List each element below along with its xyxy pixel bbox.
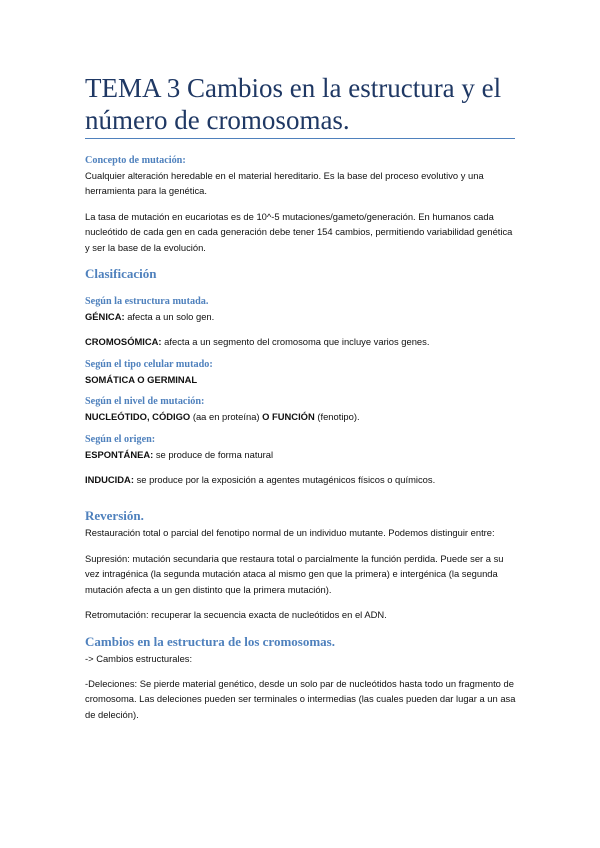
reversion-heading: Reversión. (85, 508, 144, 524)
inducida-line (85, 472, 517, 487)
genica-label: GÉNICA: (85, 311, 125, 323)
inducida-text: se produce por la exposición a agentes mutagénicos físicos o químicos. (133, 474, 436, 486)
nivel-c: O FUNCIÓN (262, 411, 315, 423)
espontanea-label: ESPONTÁNEA: (85, 448, 154, 460)
nivel-d: (fenotipo). (314, 411, 360, 423)
cambios-paragraph-2: -Deleciones: Se pierde material genético, desde un solo par de nucleótidos hasta todo un fragmento de cromosoma. Las deleciones pueden ser terminales o intermedias (las cuales pueden dar lugar a un asa de deleción). (85, 677, 516, 720)
estructura-heading: Según la estructura mutada. (85, 296, 209, 308)
nivel-a: NUCLEÓTIDO, CÓDIGO (85, 411, 191, 423)
reversion-paragraph-1: Restauración total o parcial del fenotipo normal de un individuo mutante. Podemos distinguir entre: (85, 527, 495, 539)
clasificacion-heading: Clasificación (85, 266, 157, 282)
tipo-text: SOMÁTICA O GERMINAL (85, 373, 198, 385)
cromosomica-line (85, 334, 517, 349)
reversion-paragraph-3: Retromutación: recuperar la secuencia exacta de nucleótidos en el ADN. (85, 609, 387, 621)
concepto-paragraph-1: Cualquier alteración heredable en el material hereditario. Es la base del proceso evolutivo y una herramienta para la genética. (85, 170, 484, 197)
genica-line (85, 309, 517, 324)
cromosomica-text: afecta a un segmento del cromosoma que incluye varios genes. (161, 336, 430, 348)
concepto-heading: Concepto de mutación: (85, 155, 186, 166)
concepto-paragraph-2: La tasa de mutación en eucariotas es de 10^-5 mutaciones/gameto/generación. En humanos cada nucleótido de cada gen en cada generación debe tener 154 cambios, permitiendo variabilidad genética y ser la base de la evolución. (85, 210, 513, 253)
inducida-label: INDUCIDA: (85, 474, 134, 486)
espontanea-text: se produce de forma natural (153, 448, 274, 460)
origen-heading: Según el origen: (85, 433, 156, 445)
tipo-heading: Según el tipo celular mutado: (85, 358, 213, 370)
genica-text: afecta a un solo gen. (124, 311, 215, 323)
reversion-paragraph-2: Supresión: mutación secundaria que restaura total o parcialmente la función perdida. Puede ser a su vez intragénica (la segunda mutación ataca al mismo gen que la primera) e intergénica (la segunda mutación afecta a un gen distinto que la primera mutación). (85, 552, 504, 595)
cambios-paragraph-1: -> Cambios estructurales: (85, 652, 193, 664)
nivel-heading: Según el nivel de mutación: (85, 396, 205, 408)
nivel-b: (aa en proteína) (190, 411, 263, 423)
page-title: TEMA 3 Cambios en la estructura y el número de cromosomas. (85, 73, 502, 135)
document-body (85, 154, 517, 722)
espontanea-line (85, 447, 517, 462)
tipo-line (85, 372, 517, 387)
nivel-line (85, 409, 517, 424)
title-divider (85, 138, 515, 139)
cromosomica-label: CROMOSÓMICA: (85, 336, 162, 348)
cambios-heading: Cambios en la estructura de los cromosomas. (85, 633, 335, 649)
